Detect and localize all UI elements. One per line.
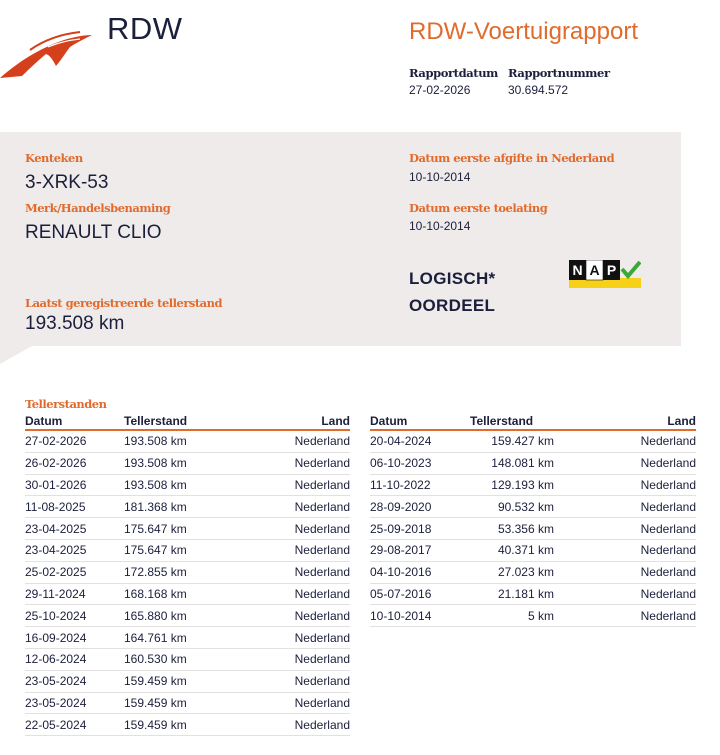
row-datum: 20-04-2024: [370, 430, 470, 452]
table-row: [370, 561, 696, 583]
table-row: [25, 539, 350, 561]
kenteken-value: 3-XRK-53: [25, 172, 109, 193]
table-row: [370, 474, 696, 496]
row-datum: 11-08-2025: [25, 496, 124, 518]
table-row: [25, 430, 350, 452]
row-datum: 23-04-2025: [25, 539, 124, 561]
nap-letter-a: A: [589, 262, 600, 278]
row-datum: 16-09-2024: [25, 627, 124, 649]
row-land: Nederland: [244, 692, 350, 714]
col-land: Land: [244, 413, 350, 430]
row-tellerstand: 159.459 km: [124, 670, 244, 692]
row-datum: 27-02-2026: [25, 430, 124, 452]
table-row: [25, 648, 350, 670]
tellerstanden-title: Tellerstanden: [25, 397, 107, 411]
row-datum: 06-10-2023: [370, 452, 470, 474]
table-row: [370, 518, 696, 540]
row-datum: 25-09-2018: [370, 518, 470, 540]
row-land: Nederland: [570, 583, 696, 605]
row-land: Nederland: [570, 474, 696, 496]
row-land: Nederland: [570, 605, 696, 627]
table-row: [25, 452, 350, 474]
row-datum: 30-01-2026: [25, 474, 124, 496]
row-tellerstand: 165.880 km: [124, 605, 244, 627]
row-tellerstand: 168.168 km: [124, 583, 244, 605]
row-datum: 12-06-2024: [25, 648, 124, 670]
row-tellerstand: 159.427 km: [470, 430, 570, 452]
table-row: [25, 627, 350, 649]
row-land: Nederland: [244, 561, 350, 583]
panel-tail: [0, 346, 32, 364]
toelating-label: Datum eerste toelating: [409, 201, 548, 215]
row-tellerstand: 193.508 km: [124, 430, 244, 452]
check-icon: [622, 262, 640, 276]
row-tellerstand: 21.181 km: [470, 583, 570, 605]
tellerstand-label: Laatst geregistreerde tellerstand: [25, 296, 223, 310]
row-datum: 25-10-2024: [25, 605, 124, 627]
row-datum: 23-04-2025: [25, 518, 124, 540]
nap-letter-n: N: [572, 262, 583, 278]
row-tellerstand: 53.356 km: [470, 518, 570, 540]
row-land: Nederland: [244, 496, 350, 518]
table-row: [25, 605, 350, 627]
table-row: [370, 539, 696, 561]
row-land: Nederland: [244, 605, 350, 627]
row-datum: 11-10-2022: [370, 474, 470, 496]
table-row: [370, 430, 696, 452]
nap-letter-p: P: [606, 262, 617, 278]
oordeel-line-2: OORDEEL: [409, 296, 496, 315]
row-datum: 26-02-2026: [25, 452, 124, 474]
table-row: [25, 474, 350, 496]
nap-logo: [569, 260, 641, 288]
afgifte-label: Datum eerste afgifte in Nederland: [409, 151, 615, 165]
row-land: Nederland: [570, 496, 696, 518]
row-tellerstand: 160.530 km: [124, 648, 244, 670]
oordeel-line-1: LOGISCH*: [409, 269, 496, 288]
row-tellerstand: 175.647 km: [124, 518, 244, 540]
row-land: Nederland: [244, 714, 350, 736]
kenteken-label: Kenteken: [25, 151, 83, 165]
row-tellerstand: 193.508 km: [124, 474, 244, 496]
col-land: Land: [570, 413, 696, 430]
row-land: Nederland: [570, 561, 696, 583]
rdw-logo: [0, 26, 92, 80]
table-row: [370, 583, 696, 605]
table-row: [370, 452, 696, 474]
tellerstanden-table-right: [370, 413, 696, 627]
row-land: Nederland: [244, 670, 350, 692]
nap-oordeel: [409, 265, 495, 319]
row-land: Nederland: [570, 539, 696, 561]
table-row: [25, 518, 350, 540]
row-datum: 05-07-2016: [370, 583, 470, 605]
table-row: [25, 561, 350, 583]
col-datum: Datum: [25, 413, 124, 430]
col-datum: Datum: [370, 413, 470, 430]
row-tellerstand: 164.761 km: [124, 627, 244, 649]
table-row: [25, 583, 350, 605]
col-tellerstand: Tellerstand: [124, 413, 244, 430]
row-datum: 23-05-2024: [25, 670, 124, 692]
row-land: Nederland: [244, 518, 350, 540]
row-land: Nederland: [570, 430, 696, 452]
row-tellerstand: 159.459 km: [124, 692, 244, 714]
row-tellerstand: 5 km: [470, 605, 570, 627]
row-land: Nederland: [570, 452, 696, 474]
row-land: Nederland: [244, 474, 350, 496]
row-land: Nederland: [244, 430, 350, 452]
rapportnummer-label: Rapportnummer: [508, 66, 610, 80]
tellerstanden-table-left: [25, 413, 350, 736]
report-title: RDW-Voertuigrapport: [409, 18, 638, 45]
row-tellerstand: 172.855 km: [124, 561, 244, 583]
row-tellerstand: 175.647 km: [124, 539, 244, 561]
row-datum: 25-02-2025: [25, 561, 124, 583]
row-datum: 10-10-2014: [370, 605, 470, 627]
brand-name: RDW: [107, 11, 183, 46]
row-tellerstand: 90.532 km: [470, 496, 570, 518]
afgifte-value: 10-10-2014: [409, 170, 471, 184]
row-land: Nederland: [244, 627, 350, 649]
merk-value: RENAULT CLIO: [25, 222, 162, 243]
rapportdatum-label: Rapportdatum: [409, 66, 498, 80]
row-datum: 04-10-2016: [370, 561, 470, 583]
table-row: [370, 605, 696, 627]
row-land: Nederland: [244, 452, 350, 474]
row-tellerstand: 181.368 km: [124, 496, 244, 518]
row-tellerstand: 40.371 km: [470, 539, 570, 561]
rapportnummer-value: 30.694.572: [508, 83, 569, 97]
table-row: [25, 714, 350, 736]
table-row: [25, 692, 350, 714]
merk-label: Merk/Handelsbenaming: [25, 201, 171, 215]
table-row: [25, 670, 350, 692]
row-datum: 29-08-2017: [370, 539, 470, 561]
row-land: Nederland: [244, 648, 350, 670]
row-datum: 23-05-2024: [25, 692, 124, 714]
rapportdatum-value: 27-02-2026: [409, 83, 471, 97]
row-tellerstand: 193.508 km: [124, 452, 244, 474]
row-tellerstand: 148.081 km: [470, 452, 570, 474]
row-land: Nederland: [570, 518, 696, 540]
row-datum: 29-11-2024: [25, 583, 124, 605]
table-row: [370, 496, 696, 518]
row-datum: 28-09-2020: [370, 496, 470, 518]
row-tellerstand: 27.023 km: [470, 561, 570, 583]
row-tellerstand: 159.459 km: [124, 714, 244, 736]
col-tellerstand: Tellerstand: [470, 413, 570, 430]
tellerstand-value: 193.508 km: [25, 313, 125, 334]
table-row: [25, 496, 350, 518]
row-datum: 22-05-2024: [25, 714, 124, 736]
row-land: Nederland: [244, 539, 350, 561]
toelating-value: 10-10-2014: [409, 219, 471, 233]
row-tellerstand: 129.193 km: [470, 474, 570, 496]
row-land: Nederland: [244, 583, 350, 605]
